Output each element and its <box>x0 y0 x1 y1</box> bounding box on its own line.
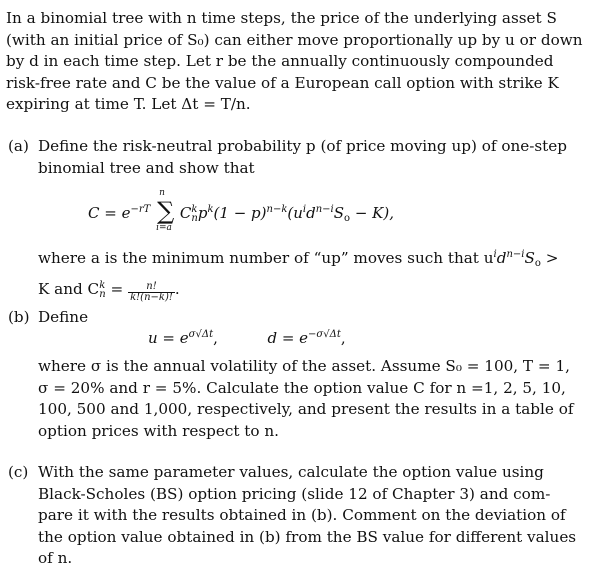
after-1-sup2: n−i <box>506 249 525 260</box>
part-b-text <box>38 356 578 442</box>
after-2-eq: = <box>105 279 129 298</box>
eq-u: (u <box>287 204 303 222</box>
frac-num: n! <box>128 282 175 293</box>
eq-exp: −rT <box>130 204 151 215</box>
part-c-label: (c) <box>8 463 29 481</box>
u-d-equations <box>148 329 346 347</box>
part-a-label: (a) <box>8 137 29 155</box>
d-comma: , <box>340 329 346 347</box>
binomial-fraction <box>128 282 175 303</box>
eq-p-sup: k <box>207 204 214 215</box>
part-c-line: of n. <box>38 549 73 567</box>
after-2-sub: n <box>99 288 106 300</box>
eq-u-sup: i <box>302 204 307 215</box>
u-comma: , <box>213 329 218 347</box>
eq-d: d <box>306 204 316 222</box>
part-c-line: pare it with the results obtained in (b). Comment on the deviation of <box>38 506 566 524</box>
part-c-line: With the same parameter values, calculate the option value using <box>38 463 544 481</box>
sum-upper: n <box>159 188 165 198</box>
eq-s: S <box>333 204 345 222</box>
eq-p: p <box>197 204 208 222</box>
intro-paragraph <box>6 8 596 116</box>
intro-line: by d in each time step. Let r be the annually continuously compounded <box>6 52 554 70</box>
part-a-line: Define the risk-neutral probability p (of price moving up) of one-step <box>38 137 567 155</box>
after-1-gt: > <box>540 249 559 267</box>
part-c-line: Black-Scholes (BS) option pricing (slide 12 of Chapter 3) and com- <box>38 484 551 503</box>
intro-line: risk-free rate and C be the value of a European call option with strike K <box>6 73 559 92</box>
eq-comb-sub: n <box>191 213 198 224</box>
eq-1mp: (1 − p) <box>213 204 267 222</box>
u-exp: σ√Δt <box>188 329 214 340</box>
eq-comb-sup: k <box>191 204 198 215</box>
part-c-line: the option value obtained in (b) from the BS value for different values <box>38 527 577 546</box>
part-a-text <box>38 136 578 179</box>
intro-line: (with an initial price of S₀) can either move proportionally up by u or down <box>6 30 583 49</box>
after-2-end: . <box>174 279 180 298</box>
summation-symbol: n ∑ i=a <box>156 188 175 233</box>
part-b-line: 100, 500 and 1,000, respectively, and present the results in a table of <box>38 400 574 418</box>
after-1-end: S <box>524 249 535 267</box>
eq-1mp-sup: n−k <box>266 204 288 215</box>
intro-line: expiring at time T. Let Δt = T/n. <box>6 95 251 113</box>
eq-lhs: C = e <box>88 204 131 222</box>
frac-den: k!(n−k)! <box>130 291 173 303</box>
part-b-define: Define <box>38 308 89 326</box>
d-exp: −σ√Δt <box>308 329 341 340</box>
intro-line: In a binomial tree with n time steps, the price of the underlying asset S <box>6 9 557 27</box>
after-2-start: K and C <box>38 279 100 298</box>
after-1-text: where a is the minimum number of “up” moves such that u <box>38 249 494 267</box>
part-a-line: binomial tree and show that <box>38 158 255 177</box>
after-2-sup: k <box>99 279 106 291</box>
part-c-text <box>38 462 578 570</box>
eq-comb: C <box>179 204 192 222</box>
eq-tail: − K), <box>350 204 395 222</box>
after-1-sup1: i <box>493 249 497 260</box>
part-b-title <box>38 307 578 329</box>
part-b-line: σ = 20% and r = 5%. Calculate the option value C for n =1, 2, 5, 10, <box>38 378 566 397</box>
eq-s-sub: o <box>344 213 351 224</box>
eq-d-sup: n−i <box>315 204 334 215</box>
part-a-after <box>38 244 578 305</box>
u-eq: u = e <box>148 329 189 347</box>
d-eq: d = e <box>267 329 309 347</box>
part-b-line: where σ is the annual volatility of the asset. Assume S₀ = 100, T = 1, <box>38 357 570 375</box>
part-b-label: (b) <box>8 308 30 326</box>
part-a-after-line-2 <box>38 275 578 306</box>
part-b-line: option prices with respect to n. <box>38 421 279 440</box>
after-1-mid: d <box>496 249 507 267</box>
part-a-after-line-1 <box>38 244 578 275</box>
sum-lower: i=a <box>156 223 172 233</box>
call-value-equation <box>88 188 395 233</box>
after-1-sub: o <box>534 258 541 269</box>
